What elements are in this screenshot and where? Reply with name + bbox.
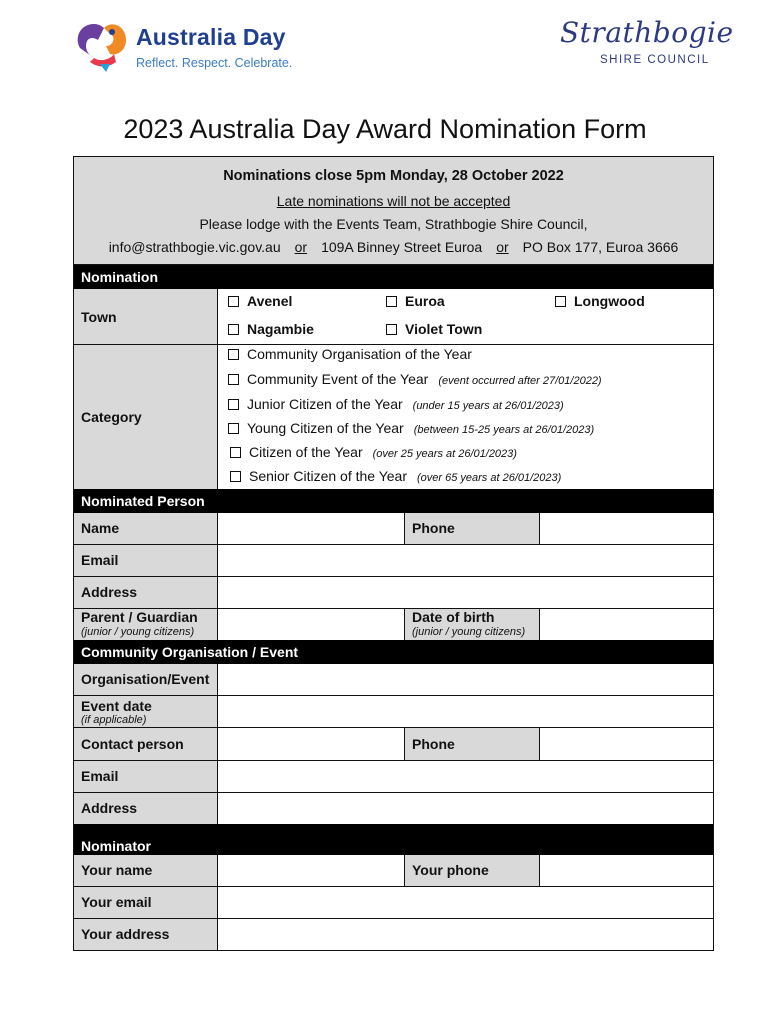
your-address-label: Your address [74, 919, 218, 950]
checkbox-icon[interactable] [228, 399, 239, 410]
address-field[interactable] [218, 577, 713, 608]
section-nominator: Nominator [74, 824, 713, 855]
phone-label: Phone [404, 513, 540, 544]
info-box [74, 157, 713, 265]
checkbox-icon[interactable] [228, 324, 239, 335]
town-option-euroa[interactable]: Euroa [386, 293, 445, 309]
contact-row [74, 727, 713, 760]
email-field[interactable] [218, 545, 713, 576]
your-address-field[interactable] [218, 919, 713, 950]
australia-day-title: Australia Day [136, 24, 286, 50]
event-date-label: Event date (if applicable) [74, 696, 218, 727]
checkbox-icon[interactable] [230, 471, 241, 482]
address-label: Address [74, 577, 218, 608]
name-field[interactable] [218, 513, 404, 544]
lodge-text: Please lodge with the Events Team, Strathbogie Shire Council, [199, 216, 588, 232]
town-row [74, 289, 713, 344]
late-notice: Late nominations will not be accepted [276, 193, 511, 209]
your-name-field[interactable] [218, 855, 404, 886]
org-address-row [74, 792, 713, 824]
name-label: Name [74, 513, 218, 544]
your-name-label: Your name [74, 855, 218, 886]
org-address-field[interactable] [218, 793, 713, 824]
org-email-row [74, 760, 713, 792]
dob-label: Date of birth (junior / young citizens) [404, 609, 540, 640]
category-option[interactable]: Community Organisation of the Year [228, 346, 472, 362]
nominator-address-row [74, 918, 713, 950]
your-email-field[interactable] [218, 887, 713, 918]
category-options [218, 345, 713, 489]
category-label: Category [74, 345, 218, 489]
strathbogie-subtitle: SHIRE COUNCIL [600, 54, 710, 66]
strathbogie-title: Strathbogie [560, 16, 734, 49]
australia-day-logo [70, 18, 310, 74]
section-nominated-person: Nominated Person [74, 489, 713, 513]
street-address: 109A Binney Street Euroa [321, 239, 483, 255]
your-email-label: Your email [74, 887, 218, 918]
page-title: 2023 Australia Day Award Nomination Form [123, 114, 647, 144]
nomination-form [73, 156, 714, 951]
checkbox-icon[interactable] [228, 349, 239, 360]
town-options [218, 289, 713, 344]
category-option[interactable]: Community Event of the Year (event occurred after 27/01/2022) [228, 371, 602, 387]
your-phone-label: Your phone [404, 855, 540, 886]
closing-date: Nominations close 5pm Monday, 28 October 2022 [223, 168, 564, 184]
town-option-avenel[interactable]: Avenel [228, 293, 292, 309]
town-option-longwood[interactable]: Longwood [555, 293, 645, 309]
checkbox-icon[interactable] [228, 423, 239, 434]
po-box: PO Box 177, Euroa 3666 [522, 239, 679, 255]
org-email-label: Email [74, 761, 218, 792]
guardian-label: Parent / Guardian (junior / young citizens) [74, 609, 218, 640]
contact-line [74, 239, 713, 255]
town-option-nagambie[interactable]: Nagambie [228, 321, 314, 337]
phone-field[interactable] [540, 513, 713, 544]
your-phone-field[interactable] [540, 855, 713, 886]
checkbox-icon[interactable] [386, 324, 397, 335]
category-row [74, 344, 713, 489]
contact-field[interactable] [218, 728, 404, 760]
person-email-row [74, 544, 713, 576]
org-phone-label: Phone [404, 728, 540, 760]
checkbox-icon[interactable] [555, 296, 566, 307]
australia-day-tagline: Reflect. Respect. Celebrate. [136, 56, 293, 70]
or-separator: or [496, 239, 509, 255]
event-date-row [74, 695, 713, 727]
org-field[interactable] [218, 664, 713, 695]
checkbox-icon[interactable] [230, 447, 241, 458]
contact-label: Contact person [74, 728, 218, 760]
org-email-field[interactable] [218, 761, 713, 792]
contact-email[interactable]: info@strathbogie.vic.gov.au [108, 239, 281, 255]
event-date-field[interactable] [218, 696, 713, 727]
checkbox-icon[interactable] [228, 296, 239, 307]
email-label: Email [74, 545, 218, 576]
category-option[interactable]: Junior Citizen of the Year (under 15 years at 26/01/2023) [228, 396, 564, 412]
guardian-field[interactable] [218, 609, 404, 640]
section-nomination: Nomination [74, 265, 713, 289]
nominator-name-row [74, 855, 713, 886]
checkbox-icon[interactable] [386, 296, 397, 307]
nominator-email-row [74, 886, 713, 918]
org-label: Organisation/Event [74, 664, 218, 695]
town-option-violet-town[interactable]: Violet Town [386, 321, 482, 337]
category-option[interactable]: Senior Citizen of the Year (over 65 years at 26/01/2023) [230, 468, 561, 484]
org-address-label: Address [74, 793, 218, 824]
checkbox-icon[interactable] [228, 374, 239, 385]
person-guardian-row [74, 608, 713, 640]
person-address-row [74, 576, 713, 608]
strathbogie-logo [560, 16, 750, 76]
org-phone-field[interactable] [540, 728, 713, 760]
dob-field[interactable] [540, 609, 713, 640]
category-option[interactable]: Young Citizen of the Year (between 15-25 years at 26/01/2023) [228, 420, 594, 436]
category-option[interactable]: Citizen of the Year (over 25 years at 26/01/2023) [230, 444, 517, 460]
section-community: Community Organisation / Event [74, 640, 713, 664]
australia-day-emblem-icon [70, 18, 130, 74]
or-separator: or [294, 239, 308, 255]
person-name-row [74, 513, 713, 544]
town-label: Town [74, 289, 218, 344]
org-row [74, 664, 713, 695]
